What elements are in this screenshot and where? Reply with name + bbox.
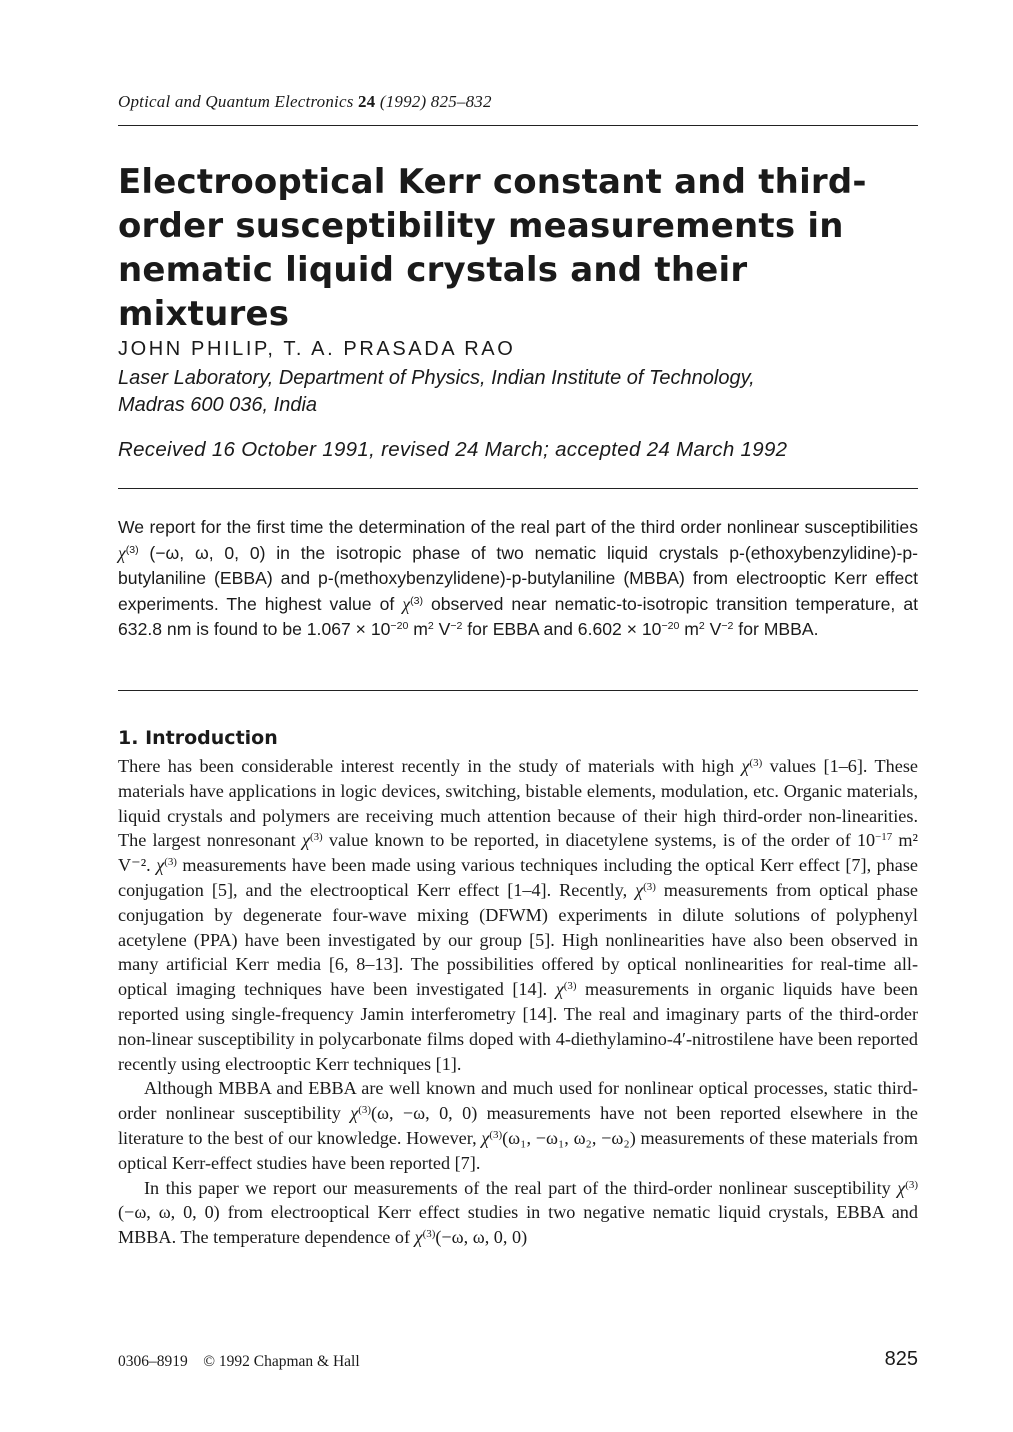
text-run: In this paper we report our measurements of the real part of the third-order nonlinear susceptibility: [144, 1177, 898, 1198]
unit: m: [408, 619, 428, 640]
chi-superscript: (3): [489, 1128, 503, 1141]
page-number: 825: [884, 1348, 918, 1370]
chi-symbol: χ: [350, 1103, 359, 1124]
text-run: values [1–6]. These materials have applications in logic devices, switching, bistable elements, modulation, etc. Organic materials, liquid crystals and polymers are receiving much attention because of their high third-order non-linearities. The largest nonresonant: [118, 756, 918, 851]
received-dates: Received 16 October 1991, revised 24 March; accepted 24 March 1992: [118, 438, 788, 461]
exponent: −2: [450, 620, 463, 633]
chi-superscript: (3): [749, 757, 763, 769]
exponent: −17: [875, 831, 893, 844]
paragraph: [118, 1076, 918, 1175]
abstract-text: We report for the first time the determination of the real part of the third order nonlinear susceptibilities: [118, 517, 918, 537]
abstract-text: for MBBA.: [733, 619, 819, 640]
section-title: Introduction: [145, 727, 278, 749]
chi-symbol: χ: [156, 855, 165, 876]
chi-superscript: (3): [309, 831, 323, 844]
abstract-text: (−ω, ω, 0, 0): [138, 542, 266, 563]
abstract-text: in the isotropic phase of two nematic liquid crystals p-(ethoxybenzylidine)-p-butylaniline (EBBA) and p-(methoxybenzylidene)-p-butylaniline (MBBA) from electrooptic Kerr effect experiments. The highest value of: [118, 542, 918, 614]
exponent: 2: [698, 620, 705, 633]
chi-symbol: χ: [118, 542, 126, 563]
chi-symbol: χ: [555, 979, 564, 1000]
chi-symbol: χ: [402, 593, 411, 614]
chi-superscript: (3): [643, 880, 656, 893]
chi-superscript: (3): [358, 1104, 371, 1117]
abstract-text: for EBBA and 6.602 × 10: [462, 619, 662, 640]
chi-superscript: (3): [422, 1228, 436, 1241]
unit: V: [433, 619, 451, 640]
unit: m: [679, 619, 699, 640]
chi-symbol: χ: [635, 879, 644, 900]
abstract: [118, 515, 918, 643]
paragraph: [118, 754, 918, 1076]
text-run: value known to be reported, in diacetylene systems, is of the order of 10: [322, 830, 876, 851]
unit: m² V⁻².: [118, 830, 919, 876]
chi-symbol: χ: [897, 1177, 906, 1198]
header-rule: [118, 125, 918, 126]
chi-superscript: (3): [125, 543, 139, 556]
text-run: measurements have been made using various techniques including the optical Kerr effect [7], phase conjugation [5], and the electrooptical Kerr effect [1–4]. Recently,: [118, 855, 918, 900]
chi-superscript: (3): [563, 980, 577, 993]
issn-code: 0306–8919: [118, 1353, 188, 1370]
chi-superscript: (3): [905, 1178, 918, 1191]
journal-year-pages: (1992) 825–832: [379, 92, 492, 111]
copyright: © 1992 Chapman & Hall: [203, 1353, 360, 1370]
article-authors: JOHN PHILIP, T. A. PRASADA RAO: [118, 338, 516, 360]
text-run: (ω₁, −ω₁, ω₂, −ω₂): [502, 1127, 636, 1148]
chi-symbol: χ: [481, 1127, 490, 1148]
exponent: −20: [390, 620, 409, 633]
text-run: measurements of these materials from optical Kerr-effect studies have been reported [7].: [118, 1127, 918, 1173]
text-run: from electrooptical Kerr effect studies in two negative nematic liquid crystals, EBBA and MBBA. The temperature dependence of: [118, 1202, 918, 1248]
abstract-top-rule: [118, 488, 918, 489]
section-number: 1.: [118, 727, 139, 749]
exponent: −2: [721, 620, 734, 633]
text-run: measurements in organic liquids have been reported using single-frequency Jamin interferometry [14]. The real and imaginary parts of the third-order non-linear susceptibility in polycarbonate films doped with 4-diethylamino-4′-nitrostilene have been reported recently using electrooptic Kerr techniques [1].: [118, 979, 918, 1074]
abstract-bottom-rule: [118, 690, 918, 691]
text-run: (−ω, ω, 0, 0): [435, 1227, 528, 1248]
chi-symbol: χ: [741, 756, 750, 776]
chi-symbol: χ: [301, 830, 310, 851]
journal-header: [118, 92, 492, 112]
text-run: (ω, −ω, 0, 0): [370, 1103, 478, 1124]
text-run: measurements have not been reported elsewhere in the literature to the best of our knowledge. However,: [118, 1103, 918, 1148]
section-heading: [118, 727, 278, 749]
text-run: measurements from optical phase conjugation by degenerate four-wave mixing (DFWM) experiments in dilute solutions of polyphenyl acetylene (PPA) have been investigated by our group [5]. High nonlinearities have also been observed in many artificial Kerr media [6, 8–13]. The possibilities offered by optical nonlinearities for real-time all-optical imaging techniques have been investigated [14].: [118, 879, 919, 1000]
text-run: (−ω, ω, 0, 0): [118, 1202, 220, 1223]
journal-volume: 24: [357, 92, 376, 111]
chi-superscript: (3): [410, 594, 423, 607]
footer-issn: [118, 1353, 360, 1371]
exponent: 2: [427, 620, 434, 633]
abstract-text: observed near nematic-to-isotropic transition temperature, at 632.8 nm is found to be 1.067 × 10: [118, 593, 919, 640]
chi-superscript: (3): [164, 856, 177, 869]
body-text: [118, 754, 918, 1250]
journal-name: Optical and Quantum Electronics: [118, 92, 354, 111]
unit: V: [704, 619, 722, 640]
affiliation-line-1: Laser Laboratory, Department of Physics, Indian Institute of Technology,: [118, 367, 755, 389]
paragraph: [118, 1176, 918, 1250]
chi-symbol: χ: [414, 1227, 423, 1248]
exponent: −20: [661, 620, 680, 633]
article-title: Electrooptical Kerr constant and third-order susceptibility measurements in nematic liquid crystals and their mixtures: [118, 162, 867, 334]
text-run: There has been considerable interest recently in the study of materials with high: [118, 756, 742, 776]
text-run: Although MBBA and EBBA are well known and much used for nonlinear optical processes, static third-order nonlinear susceptibility: [118, 1078, 918, 1124]
affiliation-line-2: Madras 600 036, India: [118, 394, 318, 416]
author-affiliation: [118, 365, 918, 419]
